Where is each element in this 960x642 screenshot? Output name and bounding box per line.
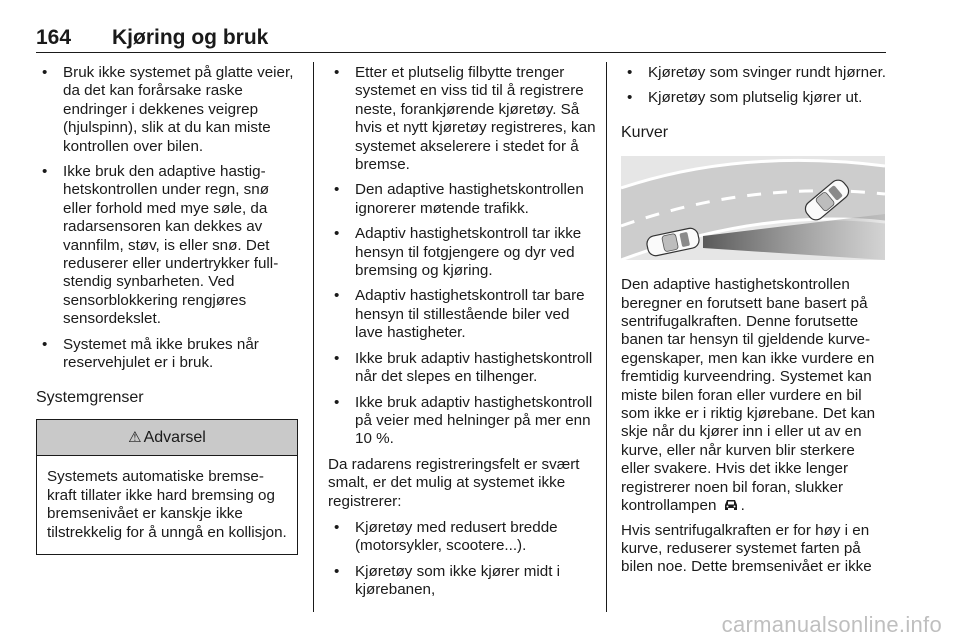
bullet-icon: •: [334, 562, 340, 580]
list-item: • Kjøretøy som plutselig kjører ut.: [627, 89, 863, 107]
bullet-icon: •: [334, 393, 340, 411]
section-heading: Systemgrenser: [36, 388, 144, 406]
warning-box: [36, 419, 298, 555]
list-item: • Den adaptive hastighetskontrollen ignorerer møtende trafikk.: [334, 181, 584, 217]
column-divider: [606, 62, 607, 612]
list-item: • Kjøretøy som svinger rundt hjørner.: [627, 64, 887, 81]
body-paragraph: Den adaptive hastighetskontrollen beregner en forutsett bane basert på sentrifugalkraften. Denne forutsette banen tar hensyn til gjeldende kurveegenskaper, men kan ikke vurdere en fremtidig kurveendring. Systemet kan miste bilen foran eller vurdere en bil som ikke er i riktig kjørebane. Det kan skje når du kjører inn i eller ut av en kurve, eller når kurven blir sterkere eller svakere. Hvis det ikke lenger registrerer noen bil foran, slukker kontrollampen .: [621, 276, 876, 515]
list-item: • Ikke bruk den adaptive hastighetskontrollen under regn, snø eller forhold med mye søle, da radarsensoren kan dekkes av vannfilm, støv, is eller snø. Det reduserer eller undertrykker fullstendig synbarheten. Ved sensorblokkering rengjøres sensordekslet.: [42, 163, 279, 328]
bullet-icon: •: [627, 64, 633, 81]
bullet-icon: •: [627, 89, 633, 107]
list-item: • Ikke bruk adaptiv hastighetskontroll når det slepes en tilhenger.: [334, 349, 593, 386]
watermark: carmanualsonline.info: [721, 612, 942, 637]
bullet-icon: •: [334, 349, 340, 367]
bullet-icon: •: [42, 163, 48, 181]
list-item: • Etter et plutselig filbytte trenger systemet en viss tid til å registrere neste, forankjørende kjøretøy. Så hvis et nytt kjøretøy registreres, kan systemet akselerere i stedet for å bremse.: [334, 64, 596, 174]
list-item: • Adaptiv hastighetskontroll tar ikke hensyn til fotgjengere og dyr ved bremsing og kjøring.: [334, 225, 582, 280]
bullet-icon: •: [42, 335, 48, 353]
bullet-icon: •: [334, 287, 340, 305]
bullet-list: [36, 64, 298, 373]
body-paragraph: Hvis sentrifugalkraften er for høy i en kurve, reduserer systemet farten på bilen noe. Dette bremsenivået er ikke: [621, 521, 872, 576]
bullet-icon: •: [334, 64, 340, 81]
bullet-icon: •: [42, 64, 48, 81]
bullet-list: [621, 64, 887, 108]
column-divider: [313, 62, 314, 612]
page-header: [36, 22, 886, 53]
column-3: [621, 64, 887, 583]
list-item: • Kjøretøy med redusert bredde (motorsykler, scootere...).: [334, 518, 558, 555]
list-item: • Ikke bruk adaptiv hastighetskontroll på veier med helninger på mer enn 10 %.: [334, 393, 593, 448]
warning-title: Advarsel: [143, 428, 206, 446]
page-number: 164: [36, 26, 72, 49]
warning-text: Systemets automatiske bremsekraft tillater ikke hard bremsing og bremsenivået er kanskje ikke tilstrekkelig for å unngå en kollisjon.: [47, 468, 287, 541]
car-ahead-lamp-icon: [723, 498, 739, 512]
bullet-icon: •: [334, 225, 340, 243]
warning-header: [37, 420, 297, 456]
list-item: • Systemet må ikke brukes når reservehjulet er i bruk.: [42, 335, 259, 372]
bullet-icon: •: [334, 518, 340, 536]
list-item: • Kjøretøy som ikke kjører midt i kjørebanen,: [334, 562, 561, 599]
column-1: [36, 64, 298, 555]
section-heading: Kurver: [621, 123, 669, 141]
column-2: [328, 64, 596, 607]
curve-illustration: [621, 156, 885, 260]
bullet-icon: •: [334, 181, 340, 199]
list-item: • Bruk ikke systemet på glatte veier, da det kan forårsake raske endringer i dekkenes veigrep (hjulspinn), slik at du kan miste kontrollen over bilen.: [42, 64, 294, 155]
warning-triangle-icon: ⚠: [128, 428, 142, 446]
list-item: • Adaptiv hastighetskontroll tar bare hensyn til stillestående biler ved lave hastigheter.: [334, 287, 585, 342]
body-paragraph: Da radarens registreringsfelt er svært smalt, er det mulig at systemet ikke registrerer:: [328, 455, 580, 510]
sub-bullet-list: [328, 519, 596, 600]
bullet-list: [328, 64, 596, 449]
page-title: Kjøring og bruk: [112, 26, 269, 49]
